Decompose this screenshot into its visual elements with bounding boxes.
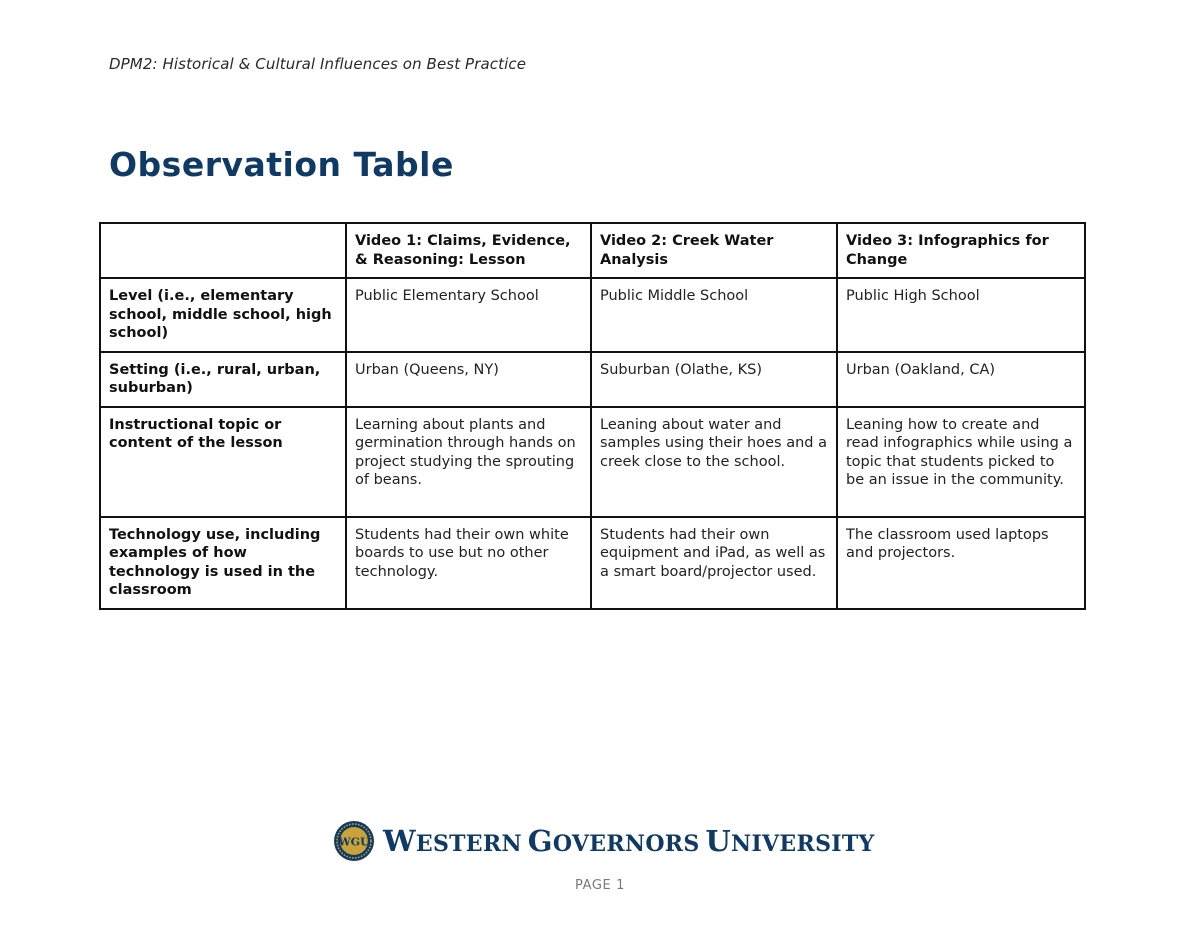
- table-row: [100, 517, 1085, 609]
- page-number: PAGE 1: [575, 878, 625, 893]
- table-cell: Urban (Queens, NY): [346, 352, 591, 407]
- header-cell-video-3: Video 3: Infographics for Change: [837, 223, 1085, 278]
- table-cell: Urban (Oakland, CA): [837, 352, 1085, 407]
- table-cell: Public Elementary School: [346, 278, 591, 352]
- table-row: [100, 407, 1085, 517]
- wgu-logo: [333, 818, 875, 864]
- table-header-row: [100, 223, 1085, 278]
- row-label-level: Level (i.e., elementary school, middle school, high school): [100, 278, 346, 352]
- table-row: [100, 278, 1085, 352]
- wordmark-text: WESTERN GOVERNORS UNIVERSITY: [383, 824, 875, 858]
- svg-text:WGU: WGU: [338, 835, 370, 849]
- table-cell: Suburban (Olathe, KS): [591, 352, 837, 407]
- running-header: DPM2: Historical & Cultural Influences on Best Practice: [109, 55, 527, 73]
- table-cell: Students had their own equipment and iPad, as well as a smart board/projector used.: [591, 517, 837, 609]
- table-cell: Leaning about water and samples using their hoes and a creek close to the school.: [591, 407, 837, 517]
- row-label-topic: Instructional topic or content of the lesson: [100, 407, 346, 517]
- table-row: [100, 352, 1085, 407]
- observation-table: [99, 222, 1086, 610]
- header-cell-video-2: Video 2: Creek Water Analysis: [591, 223, 837, 278]
- table-cell: Public Middle School: [591, 278, 837, 352]
- table-cell: Leaning how to create and read infographics while using a topic that students picked to be an issue in the community.: [837, 407, 1085, 517]
- wgu-wordmark: [383, 824, 875, 858]
- table-cell: Public High School: [837, 278, 1085, 352]
- table-cell: The classroom used laptops and projectors.: [837, 517, 1085, 609]
- table-cell: Students had their own white boards to use but no other technology.: [346, 517, 591, 609]
- wgu-seal-icon: [333, 820, 375, 862]
- table-cell: Learning about plants and germination through hands on project studying the sprouting of beans.: [346, 407, 591, 517]
- row-label-setting: Setting (i.e., rural, urban, suburban): [100, 352, 346, 407]
- page-title: Observation Table: [109, 145, 454, 184]
- header-cell-empty: [100, 223, 346, 278]
- header-cell-video-1: Video 1: Claims, Evidence, & Reasoning: Lesson: [346, 223, 591, 278]
- row-label-technology: Technology use, including examples of how technology is used in the classroom: [100, 517, 346, 609]
